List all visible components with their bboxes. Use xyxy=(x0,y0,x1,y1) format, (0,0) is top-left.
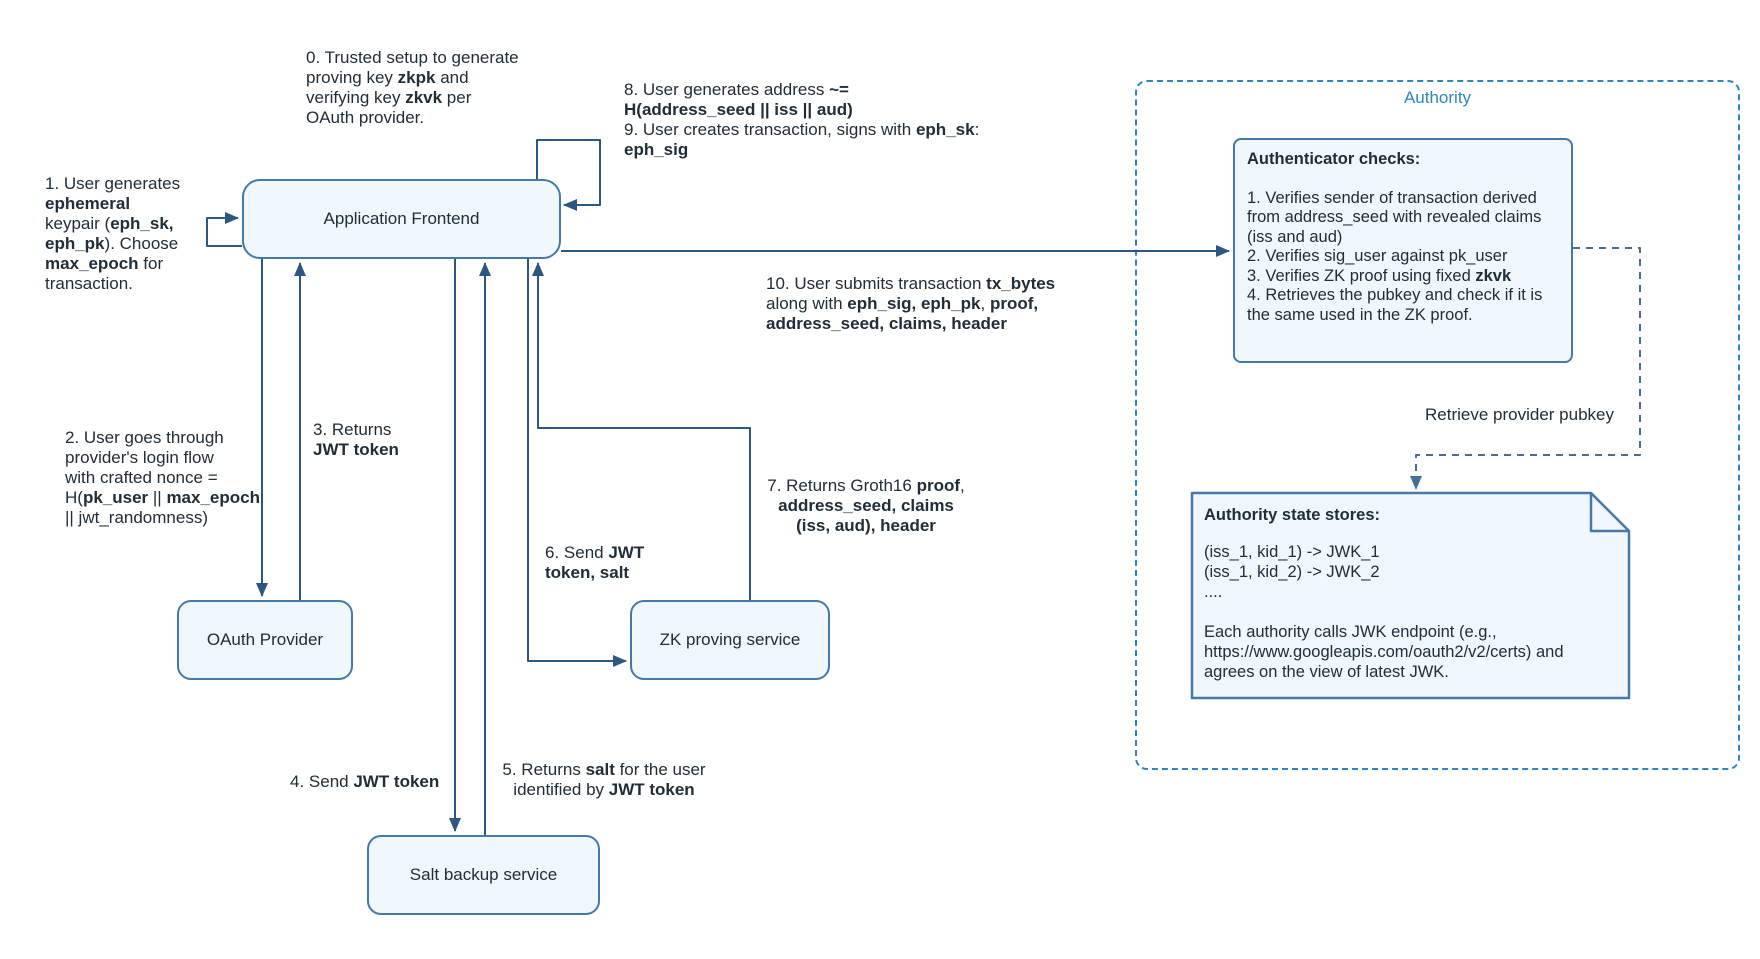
authority-note xyxy=(1204,505,1564,682)
annotation-retrieve-pubkey: Retrieve provider pubkey xyxy=(1425,405,1614,424)
authenticator-checks-box xyxy=(1233,138,1573,363)
annotation-step6: 6. Send JWT token, salt xyxy=(545,543,645,582)
node-oauth-provider xyxy=(177,600,353,680)
annotation-step2: 2. User goes through provider's login flow with crafted nonce = H(pk_user || max_epoch || jwt_randomness) xyxy=(65,428,260,527)
annotation-step10: 10. User submits transaction tx_bytes along with eph_sig, eph_pk, proof, address_seed, claims, header xyxy=(766,274,1056,333)
node-oauth-provider-label: OAuth Provider xyxy=(206,630,324,649)
self-loop-step1-arrow xyxy=(207,218,242,246)
arrow-step6-send-jwt-salt xyxy=(528,259,626,661)
authority-note-title: Authority state stores: xyxy=(1204,506,1381,524)
node-salt-backup-service-label: Salt backup service xyxy=(409,865,558,884)
annotation-step0: 0. Trusted setup to generate proving key zkpk and verifying key zkvk per OAuth provider. xyxy=(306,48,519,127)
node-salt-backup-service xyxy=(367,835,600,915)
authenticator-title: Authenticator checks: xyxy=(1247,150,1421,168)
authority-label: Authority xyxy=(1403,88,1472,107)
annotation-step4: 4. Send JWT token xyxy=(290,772,440,791)
node-zk-proving-service xyxy=(630,600,830,680)
node-application-frontend xyxy=(242,179,561,259)
annotation-step1: 1. User generates ephemeral keypair (eph_sk, eph_pk). Choose max_epoch for transaction. xyxy=(45,174,181,293)
node-zk-proving-service-label: ZK proving service xyxy=(659,630,801,649)
node-application-frontend-label: Application Frontend xyxy=(323,209,480,228)
annotation-step5: 5. Returns salt for the user identified by JWT token xyxy=(502,760,706,799)
annotation-step3: 3. Returns JWT token xyxy=(313,420,399,459)
annotation-step7: 7. Returns Groth16 proof, address_seed, claims (iss, aud), header xyxy=(767,476,965,535)
authority-note-body: (iss_1, kid_1) -> JWK_1 (iss_1, kid_2) -> JWK_2 .... Each authority calls JWK endpoint (e.g., https://www.googleapis.com/oauth2/v2/certs) and agrees on the view of latest JWK. xyxy=(1204,543,1564,681)
annotation-step8-9: 8. User generates address ~= H(address_seed || iss || aud) 9. User creates transaction, signs with eph_sk: eph_sig xyxy=(624,80,980,159)
authenticator-body: 1. Verifies sender of transaction derived from address_seed with revealed claims (iss and aud) 2. Verifies sig_user against pk_user 3. Verifies ZK proof using fixed zkvk 4. Retrieves the pubkey and check if it is the same used in the ZK proof. xyxy=(1247,188,1543,324)
